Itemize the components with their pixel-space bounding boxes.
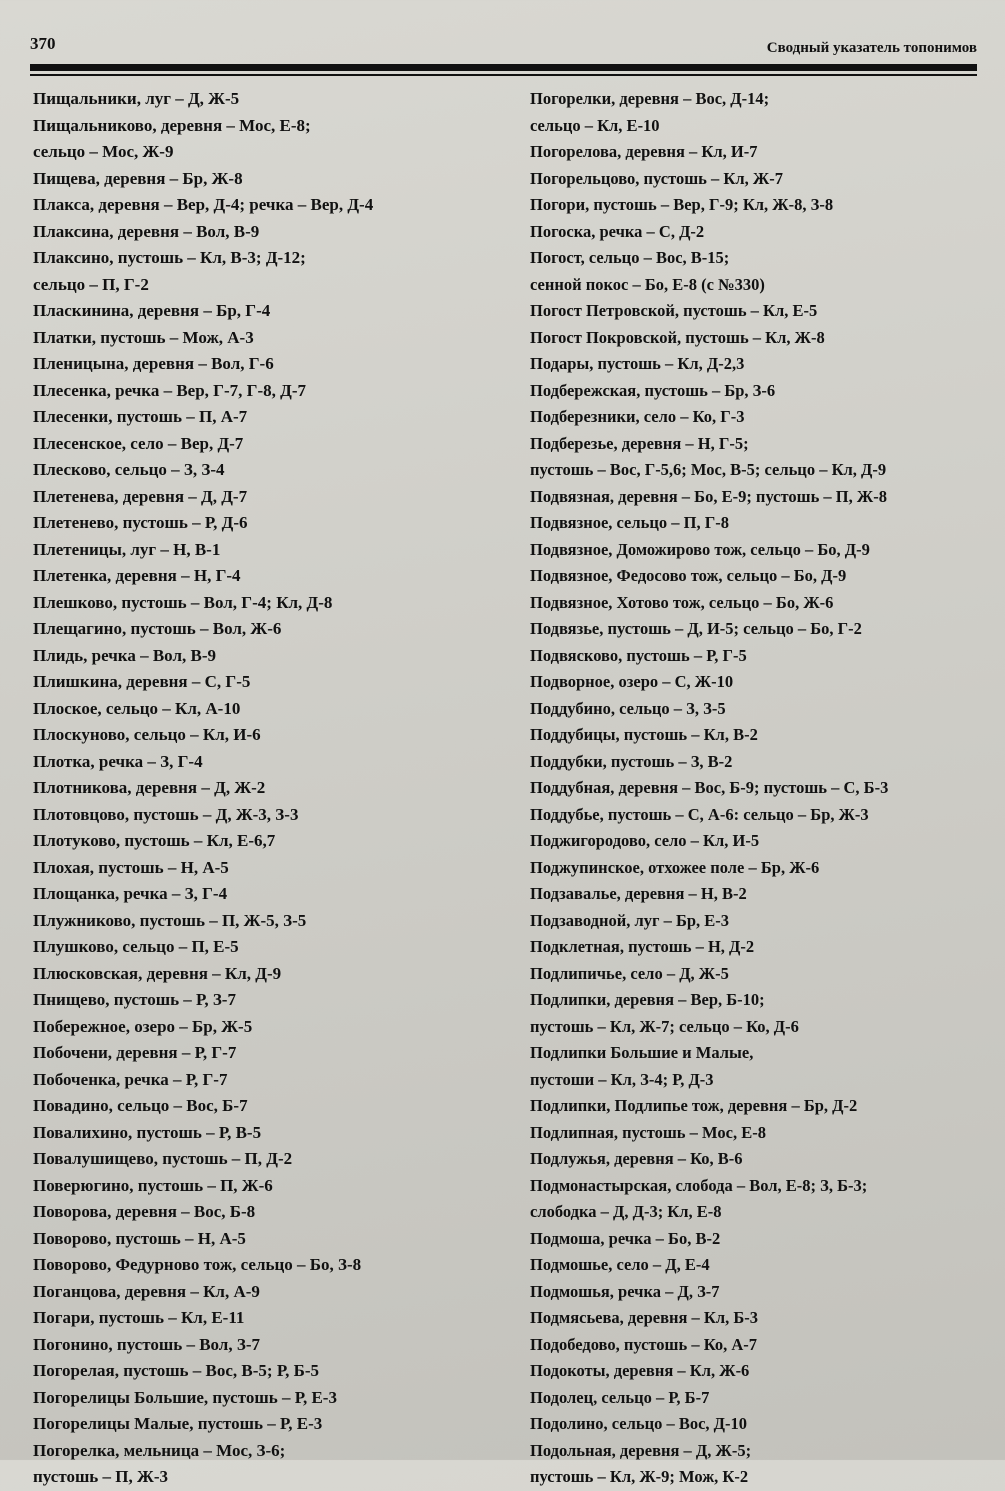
index-entry: сенной покос – Бо, Е-8 (с №330) — [530, 274, 765, 294]
index-entry: Плоское, сельцо – Кл, А-10 — [33, 698, 241, 718]
index-entry: Пленицына, деревня – Вол, Г-6 — [33, 354, 274, 373]
index-entry: Плетенка, деревня – Н, Г-4 — [33, 566, 241, 585]
index-entry: Подворное, озеро – С, Ж-10 — [530, 672, 734, 691]
index-entry: Побочени, деревня – Р, Г-7 — [33, 1043, 237, 1062]
index-entry: Погорельцово, пустошь – Кл, Ж-7 — [530, 168, 783, 188]
index-entry: Подберезники, село – Ко, Г-3 — [530, 407, 745, 426]
index-entry: Подобедово, пустошь – Ко, А-7 — [530, 1334, 757, 1354]
index-entry: Площанка, речка – З, Г-4 — [33, 884, 228, 903]
index-entry: Подлипная, пустошь – Мос, Е-8 — [530, 1122, 766, 1142]
index-entry: Поворово, пустошь – Н, А-5 — [33, 1228, 246, 1248]
index-entry: Плужниково, пустошь – П, Ж-5, З-5 — [33, 910, 307, 930]
index-entry: Подольная, деревня – Д, Ж-5; — [530, 1440, 752, 1460]
index-entry: Подклетная, пустошь – Н, Д-2 — [530, 937, 755, 956]
index-entry: Подвязное, Хотово тож, сельцо – Бо, Ж-6 — [530, 592, 834, 612]
index-entry: Погорелицы Малые, пустошь – Р, Е-3 — [33, 1414, 323, 1433]
index-entry: Плотовцово, пустошь – Д, Ж-3, З-3 — [33, 804, 299, 824]
index-entry: Подвязное, сельцо – П, Г-8 — [530, 513, 729, 532]
index-entry: Подлипки, деревня – Вер, Б-10; — [530, 990, 765, 1009]
index-entry: Подзаводной, луг – Бр, Е-3 — [530, 910, 730, 930]
index-entry: Поддубная, деревня – Вос, Б-9; пустошь – С, Б-3 — [530, 778, 889, 797]
index-entry: Подберезье, деревня – Н, Г-5; — [530, 433, 749, 453]
index-entry: Подлипки Большие и Малые, — [530, 1043, 754, 1062]
index-entry: пустошь – Кл, Ж-7; сельцо – Ко, Д-6 — [530, 1016, 799, 1036]
index-entry: Подлужья, деревня – Ко, В-6 — [530, 1149, 743, 1168]
index-entry: Плесенка, речка – Вер, Г-7, Г-8, Д-7 — [33, 380, 306, 400]
index-entry: пустошь – Вос, Г-5,6; Мос, В-5; сельцо – Кл, Д-9 — [530, 460, 887, 479]
index-entry: Подмонастырская, слобода – Вол, Е-8; З, Б-3; — [530, 1175, 868, 1195]
index-entry: Поддубино, сельцо – З, З-5 — [530, 698, 726, 718]
index-entry: Поддубье, пустошь – С, А-6: сельцо – Бр, Ж-3 — [530, 804, 869, 824]
index-entry: Подвязная, деревня – Бо, Е-9; пустошь – П, Ж-8 — [530, 486, 887, 506]
index-entry: Погари, пустошь – Кл, Е-11 — [33, 1308, 245, 1327]
index-entry: Плетеницы, луг – Н, В-1 — [33, 539, 221, 559]
index-entry: Поверюгино, пустошь – П, Ж-6 — [33, 1175, 273, 1195]
index-entry: Плещагино, пустошь – Вол, Ж-6 — [33, 619, 282, 638]
index-entry: Плакса, деревня – Вер, Д-4; речка – Вер, Д-4 — [33, 195, 374, 214]
index-entry: Погост, сельцо – Вос, В-15; — [530, 248, 730, 267]
index-entry: Побоченка, речка – Р, Г-7 — [33, 1069, 228, 1089]
index-entry: Плешково, пустошь – Вол, Г-4; Кл, Д-8 — [33, 592, 333, 612]
index-entry: Побережное, озеро – Бр, Ж-5 — [33, 1016, 253, 1036]
index-entry: Подбережская, пустошь – Бр, З-6 — [530, 380, 776, 400]
index-column-left — [33, 86, 523, 1491]
index-entry: Повадино, сельцо – Вос, Б-7 — [33, 1096, 248, 1115]
index-entry: Плаксина, деревня – Вол, В-9 — [33, 221, 260, 241]
index-entry: Плесенки, пустошь – П, А-7 — [33, 407, 248, 426]
index-entry: Плесково, сельцо – З, З-4 — [33, 460, 225, 479]
index-entry: Пищева, деревня – Бр, Ж-8 — [33, 168, 243, 188]
index-entry: Погост Петровской, пустошь – Кл, Е-5 — [530, 301, 818, 320]
index-entry: Погорелова, деревня – Кл, И-7 — [530, 142, 758, 161]
index-entry: Платки, пустошь – Мож, А-3 — [33, 327, 254, 347]
page-number: 370 — [30, 34, 56, 53]
index-entry: Пищальниково, деревня – Мос, Е-8; — [33, 115, 311, 135]
index-entry: Поджупинское, отхожее поле – Бр, Ж-6 — [530, 857, 820, 877]
running-title: Сводный указатель топонимов — [766, 40, 977, 56]
index-entry: Повалушищево, пустошь – П, Д-2 — [33, 1149, 293, 1168]
index-entry: Погонино, пустошь – Вол, З-7 — [33, 1334, 260, 1354]
index-entry: Погорелки, деревня – Вос, Д-14; — [530, 89, 770, 108]
index-entry: Погорелая, пустошь – Вос, В-5; Р, Б-5 — [33, 1361, 319, 1380]
index-entry: Плушково, сельцо – П, Е-5 — [33, 937, 239, 956]
index-entry: Пнищево, пустошь – Р, З-7 — [33, 990, 236, 1009]
index-entry: Подолино, сельцо – Вос, Д-10 — [530, 1414, 748, 1433]
index-entry: Пласкинина, деревня – Бр, Г-4 — [33, 301, 271, 320]
index-entry: Подвясково, пустошь – Р, Г-5 — [530, 645, 747, 665]
index-entry: Пищальники, луг – Д, Ж-5 — [33, 89, 240, 108]
index-entry: сельцо – П, Г-2 — [33, 274, 149, 294]
index-entry: Подокоты, деревня – Кл, Ж-6 — [530, 1361, 750, 1380]
index-entry: Погоска, речка – С, Д-2 — [530, 221, 705, 241]
index-entry: Поджигородово, село – Кл, И-5 — [530, 831, 760, 850]
header-rule-thick — [30, 64, 977, 71]
index-entry: Поганцова, деревня – Кл, А-9 — [33, 1281, 260, 1301]
index-entry: Подлипки, Подлипье тож, деревня – Бр, Д-2 — [530, 1096, 858, 1115]
index-entry: Поддубки, пустошь – З, В-2 — [530, 751, 733, 771]
index-entry: Плюсковская, деревня – Кл, Д-9 — [33, 963, 282, 983]
index-entry: пустошь – П, Ж-3 — [33, 1467, 168, 1486]
index-entry: Подвязье, пустошь – Д, И-5; сельцо – Бо, Г-2 — [530, 619, 862, 638]
index-entry: пустошь – Кл, Ж-9; Мож, К-2 — [530, 1467, 749, 1486]
index-entry: Погори, пустошь – Вер, Г-9; Кл, Ж-8, З-8 — [530, 195, 834, 214]
index-entry: Поддубицы, пустошь – Кл, В-2 — [530, 725, 758, 744]
index-entry: сельцо – Кл, Е-10 — [530, 115, 660, 135]
index-entry: Подвязное, Доможирово тож, сельцо – Бо, Д-9 — [530, 539, 870, 559]
index-entry: пустоши – Кл, З-4; Р, Д-3 — [530, 1069, 714, 1089]
index-entry: Плаксино, пустошь – Кл, В-3; Д-12; — [33, 248, 306, 267]
index-entry: Подзавалье, деревня – Н, В-2 — [530, 884, 747, 903]
index-entry: Подмясьева, деревня – Кл, Б-3 — [530, 1308, 759, 1327]
index-column-right — [530, 86, 975, 1491]
index-entry: слободка – Д, Д-3; Кл, Е-8 — [530, 1202, 722, 1221]
index-entry: Плотникова, деревня – Д, Ж-2 — [33, 778, 266, 797]
index-entry: Погорелка, мельница – Мос, З-6; — [33, 1440, 286, 1460]
index-entry: Поворово, Федурново тож, сельцо – Бо, З-8 — [33, 1255, 362, 1274]
index-entry: Повалихино, пустошь – Р, В-5 — [33, 1122, 262, 1142]
index-entry: Плотуково, пустошь – Кл, Е-6,7 — [33, 831, 276, 850]
index-entry: Плидь, речка – Вол, В-9 — [33, 645, 216, 665]
index-entry: Подвязное, Федосово тож, сельцо – Бо, Д-9 — [530, 566, 847, 585]
index-entry: Подлипичье, село – Д, Ж-5 — [530, 963, 729, 983]
index-entry: Подолец, сельцо – Р, Б-7 — [530, 1387, 710, 1407]
index-entry: Подмошья, речка – Д, З-7 — [530, 1281, 720, 1301]
index-entry: Подары, пустошь – Кл, Д-2,3 — [530, 354, 745, 373]
index-entry: Плохая, пустошь – Н, А-5 — [33, 857, 229, 877]
index-entry: Погорелицы Большие, пустошь – Р, Е-3 — [33, 1387, 337, 1407]
index-entry: Плесенское, село – Вер, Д-7 — [33, 433, 244, 453]
index-entry: Погост Покровской, пустошь – Кл, Ж-8 — [530, 327, 825, 347]
index-entry: Плотка, речка – З, Г-4 — [33, 751, 203, 771]
index-entry: Плетенева, деревня – Д, Д-7 — [33, 486, 248, 506]
header-rule-thin — [30, 74, 977, 76]
index-entry: сельцо – Мос, Ж-9 — [33, 142, 174, 161]
index-entry: Подмоша, речка – Бо, В-2 — [530, 1228, 721, 1248]
index-entry: Плетенево, пустошь – Р, Д-6 — [33, 513, 248, 532]
index-entry: Подмошье, село – Д, Е-4 — [530, 1255, 710, 1274]
index-entry: Плоскуново, сельцо – Кл, И-6 — [33, 725, 261, 744]
index-entry: Плишкина, деревня – С, Г-5 — [33, 672, 251, 691]
index-entry: Поворова, деревня – Вос, Б-8 — [33, 1202, 256, 1221]
